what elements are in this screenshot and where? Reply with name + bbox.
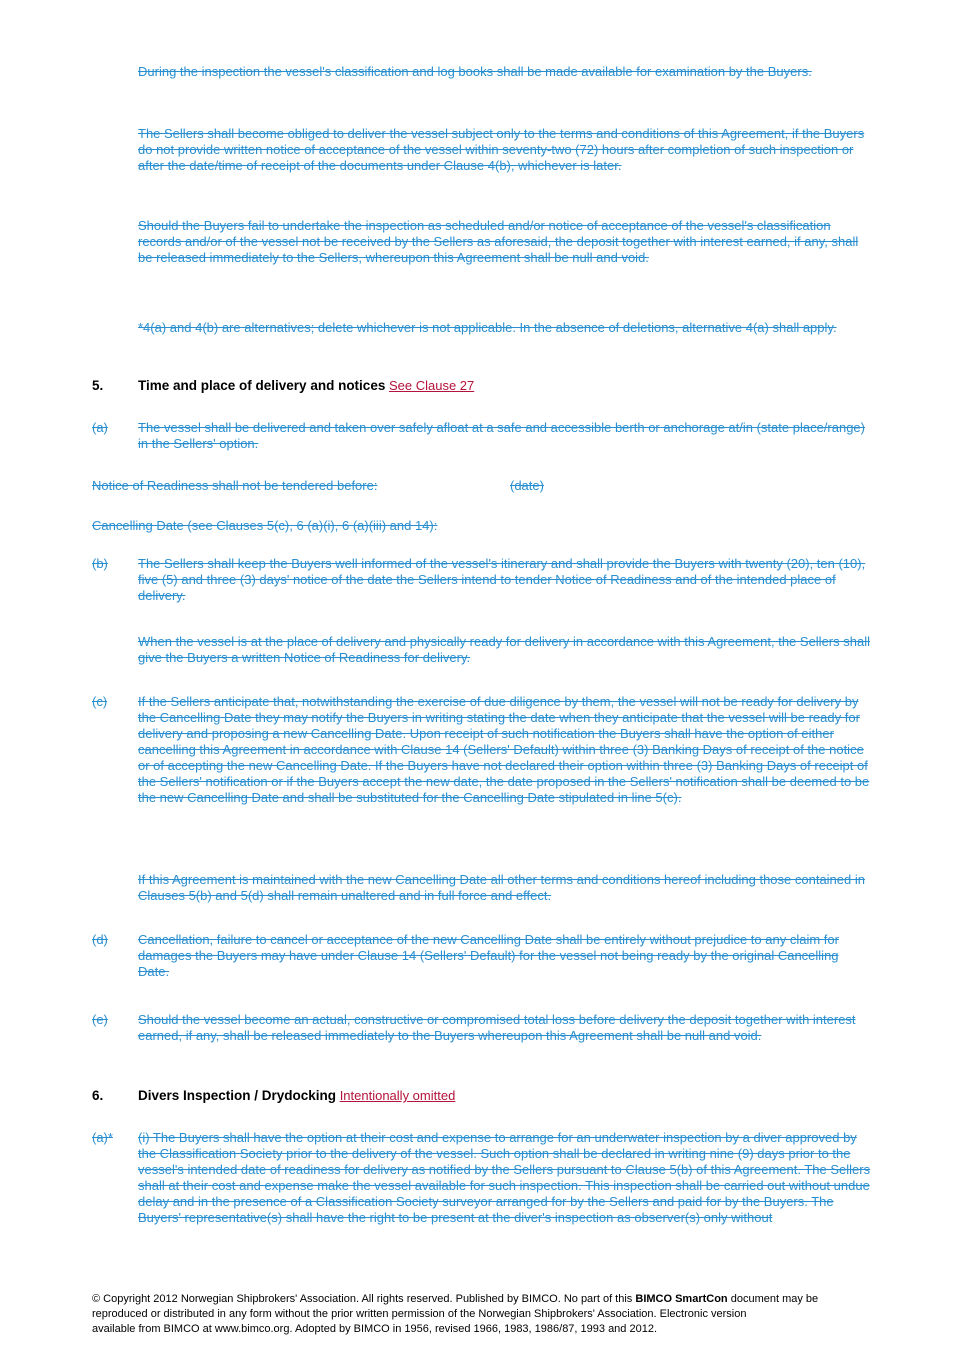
section-5-number: 5. bbox=[92, 378, 104, 393]
clause-5a-label: (a) bbox=[92, 420, 108, 435]
paragraph-failure-to-inspect: Should the Buyers fail to undertake the inspection as scheduled and/or notice of acceptance of the vessel's classification records and/or of the vessel not be received by the Sellers as aforesaid, the deposit together with interest earned, if any, shall be released immediately to the Sellers, whereupon this Agreement shall be null and void. bbox=[138, 218, 859, 265]
clause-5d-label: (d) bbox=[92, 932, 108, 947]
section-6-inserted-note: Intentionally omitted bbox=[339, 1088, 456, 1103]
notice-date-placeholder: (date) bbox=[510, 478, 544, 493]
clause-6a-label: (a)* bbox=[92, 1130, 113, 1145]
section-5-inserted-reference: See Clause 27 bbox=[388, 378, 475, 393]
section-6-heading: Divers Inspection / Drydocking bbox=[138, 1088, 337, 1103]
section-5-heading-row bbox=[138, 378, 873, 394]
paragraph-acceptance-notice bbox=[138, 126, 873, 174]
paragraph-alternatives-note: *4(a) and 4(b) are alternatives; delete whichever is not applicable. In the absence of deletions, alternative 4(a) shall apply. bbox=[138, 320, 837, 335]
footer-publisher-text: BIMCO. No part of this bbox=[521, 1293, 633, 1305]
footer-line-2: reproduced or distributed in any form without the prior written permission of the Norwegian Shipbrokers' Association. Electronic version bbox=[92, 1308, 747, 1320]
paragraph-inspection-logbooks: During the inspection the vessel's classification and log books shall be made available for examination by the Buyers. bbox=[138, 64, 812, 79]
section-6-heading-row bbox=[138, 1088, 873, 1104]
clause-5b-label: (b) bbox=[92, 556, 108, 571]
section-5-heading: Time and place of delivery and notices bbox=[138, 378, 386, 393]
copyright-footer bbox=[92, 1292, 892, 1337]
section-6-number: 6. bbox=[92, 1088, 104, 1103]
cancelling-date-line: Cancelling Date (see Clauses 5(c), 6 (a)(i), 6 (a)(iii) and 14): bbox=[92, 518, 438, 533]
clause-5e-label: (e) bbox=[92, 1012, 108, 1027]
footer-document-text: document may be bbox=[730, 1293, 819, 1305]
clause-6a-text: (i) The Buyers shall have the option at their cost and expense to arrange for an underwater inspection by a diver approved by the Classification Society prior to the delivery of the vessel. Such option shall be declared in writing nine (9) days prior to the vessel's intended date of readiness for delivery as notified by the Sellers pursuant to Clause 5(b) of this Agreement. The Sellers shall at their cost and expense make the vessel available for such inspection. This inspection shall be carried out without undue delay and in the presence of a Classification Society surveyor arranged for by the Sellers and paid for by the Buyers. The Buyers' representative(s) shall have the right to be present at the diver's inspection as observer(s) only without bbox=[138, 1130, 871, 1225]
footer-line-3: available from BIMCO at www.bimco.org. Adopted by BIMCO in 1956, revised 1966, 1983, 1986/87, 1993 and 2012. bbox=[92, 1323, 658, 1335]
footer-copyright-text: © Copyright 2012 Norwegian Shipbrokers' Association. All rights reserved. Published by bbox=[92, 1293, 519, 1305]
footer-smartcon-label: BIMCO SmartCon bbox=[635, 1293, 728, 1305]
clause-5d-text: Cancellation, failure to cancel or acceptance of the new Cancelling Date shall be entirely without prejudice to any claim for damages the Buyers may have under Clause 14 (Sellers' Default) for the vessel not being ready by the original Cancelling Date. bbox=[138, 932, 839, 979]
clause-5b-notice-of-readiness: When the vessel is at the place of delivery and physically ready for delivery in accordance with this Agreement, the Sellers shall give the Buyers a written Notice of Readiness for delivery. bbox=[138, 634, 870, 665]
clause-5e-text: Should the vessel become an actual, constructive or compromised total loss before delivery the deposit together with interest earned, if any, shall be released immediately to the Buyers whereupon this Agreement shall be null and void. bbox=[138, 1012, 856, 1043]
clause-5c-continuation: If this Agreement is maintained with the new Cancelling Date all other terms and conditions hereof including those contained in Clauses 5(b) and 5(d) shall remain unaltered and in full force and effect. bbox=[138, 872, 865, 903]
paragraph-acceptance-tail: whichever is later. bbox=[518, 158, 622, 173]
footer-line-1 bbox=[92, 1292, 892, 1307]
clause-5b-text: The Sellers shall keep the Buyers well informed of the vessel's itinerary and shall provide the Buyers with twenty (20), ten (10), five (5) and three (3) days' notice of the date the Sellers intend to tender Notice of Readiness and of the intended place of delivery. bbox=[138, 556, 866, 603]
clause-5c-text: If the Sellers anticipate that, notwithstanding the exercise of due diligence by them, the vessel will not be ready for delivery by the Cancelling Date they may notify the Buyers in writing stating the date when they anticipate that the vessel will be ready for delivery and proposing a new Cancelling Date. Upon receipt of such notification the Buyers shall have the option of either cancelling this Agreement in accordance with Clause 14 (Sellers' Default) within three (3) Banking Days of receipt of the notice or of accepting the new Cancelling Date. If the Buyers have not declared their option within three (3) Banking Days of receipt of the Sellers' notification or if the Buyers accept the new date, the date proposed in the Sellers' notification shall be deemed to be the new Cancelling Date and shall be substituted for the Cancelling Date stipulated in line 5(c). bbox=[138, 694, 870, 805]
clause-5c-label: (c) bbox=[92, 694, 108, 709]
notice-of-readiness-line: Notice of Readiness shall not be tendered before: bbox=[92, 478, 378, 493]
paragraph-acceptance-text: The Sellers shall become obliged to deliver the vessel subject only to the terms and conditions of this Agreement, if the Buyers do not provide written notice of acceptance of the vessel within seventy-two (72) hours after completion of such inspection or after the date/time of receipt of the documents under Clause 4(b), bbox=[138, 126, 865, 173]
clause-5a-text: The vessel shall be delivered and taken over safely afloat at a safe and accessible berth or anchorage at/in (state place/range) in the Sellers' option. bbox=[138, 420, 865, 451]
